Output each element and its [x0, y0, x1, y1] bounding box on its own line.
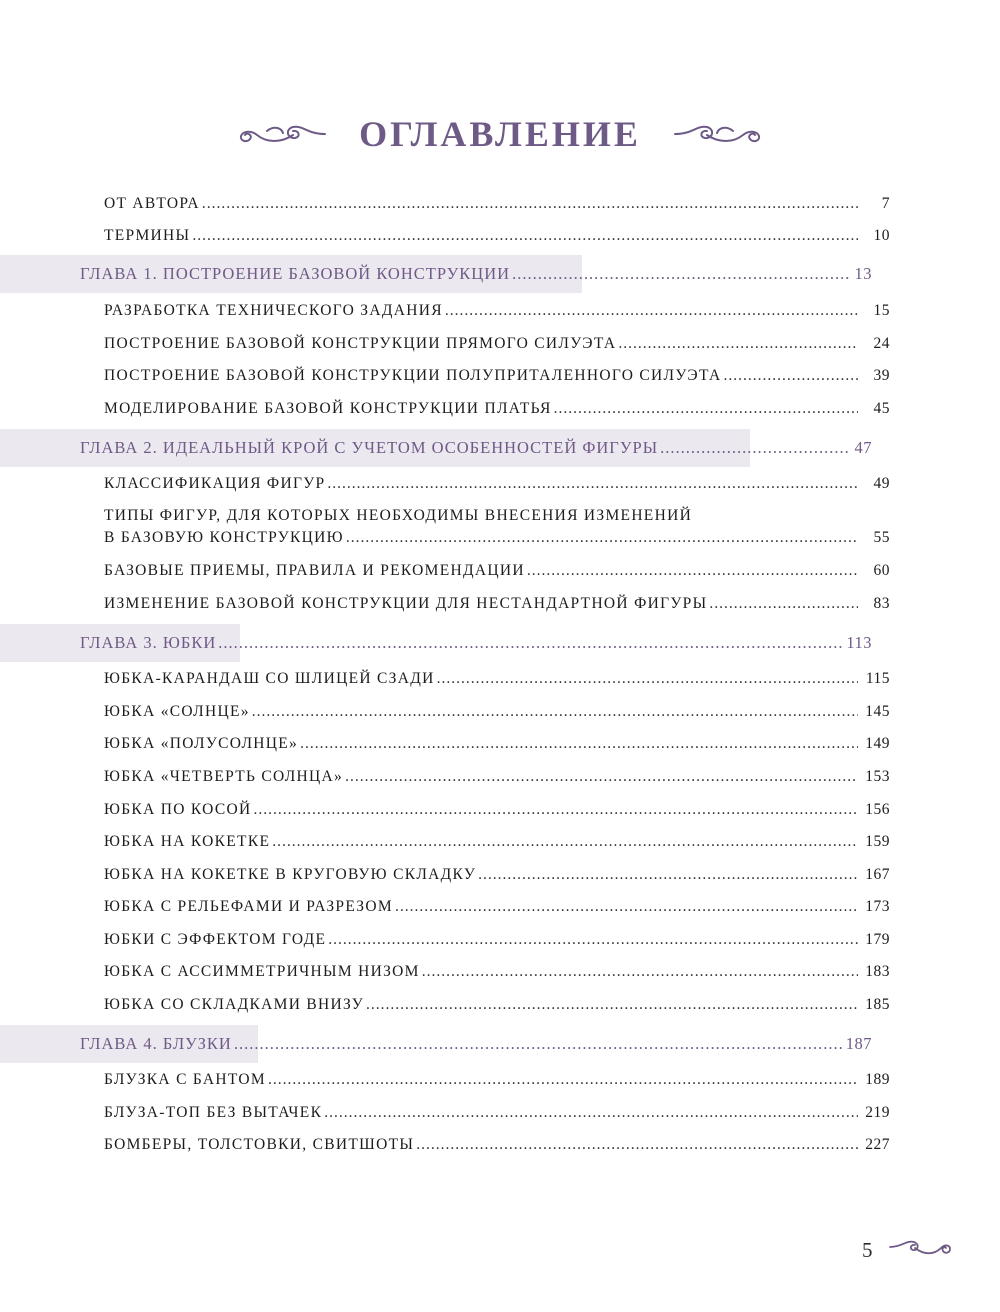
- dot-leader: [327, 475, 858, 493]
- toc-entry-label: КЛАССИФИКАЦИЯ ФИГУР: [104, 475, 326, 492]
- toc-entry-label: ГЛАВА 3. ЮБКИ: [80, 633, 217, 652]
- toc-entry-label: ЮБКА «ПОЛУСОЛНЦЕ»: [104, 735, 299, 752]
- toc-entry-label: БОМБЕРЫ, ТОЛСТОВКИ, СВИТШОТЫ: [104, 1136, 415, 1153]
- toc-entry-label: ГЛАВА 2. ИДЕАЛЬНЫЙ КРОЙ С УЧЕТОМ ОСОБЕННОСТЕЙ ФИГУРЫ: [80, 438, 659, 457]
- dot-leader: [437, 670, 858, 688]
- footer-flourish-icon: [888, 1236, 952, 1258]
- toc-entry-page: 13: [854, 264, 872, 283]
- dot-leader: [445, 302, 858, 320]
- toc-entry-page: 153: [865, 768, 890, 785]
- toc-entry-label: ЮБКИ С ЭФФЕКТОМ ГОДЕ: [104, 931, 327, 948]
- toc-entry-page: 7: [881, 195, 890, 212]
- dot-leader: [618, 335, 858, 353]
- dot-leader: [554, 400, 858, 418]
- dot-leader: [478, 866, 858, 884]
- dot-leader: [234, 1034, 844, 1054]
- toc-entry-label: ПОСТРОЕНИЕ БАЗОВОЙ КОНСТРУКЦИИ ПОЛУПРИТАЛЕННОГО СИЛУЭТА: [104, 367, 722, 384]
- toc-entry-label: ГЛАВА 4. БЛУЗКИ: [80, 1034, 232, 1053]
- toc-entry-page: 167: [865, 866, 890, 883]
- toc-entry-page: 113: [846, 633, 872, 652]
- toc-entry-page: 55: [873, 529, 890, 546]
- toc-entry-page: 10: [873, 227, 890, 244]
- dot-leader: [395, 898, 858, 916]
- dot-leader: [268, 1071, 858, 1089]
- dot-leader: [346, 529, 858, 547]
- toc-entry-label: ЮБКА ПО КОСОЙ: [104, 801, 252, 818]
- toc-entry-page: 185: [865, 996, 890, 1013]
- dot-leader: [527, 562, 858, 580]
- toc-entry-page: 183: [865, 963, 890, 980]
- toc-entry-page: 219: [865, 1104, 890, 1121]
- dot-leader: [272, 833, 858, 851]
- toc-entry-page: 187: [845, 1034, 872, 1053]
- toc-entry-label: ОТ АВТОРА: [104, 195, 200, 212]
- flourish-right-icon: [671, 121, 763, 147]
- toc-entry-label: ТЕРМИНЫ: [104, 227, 191, 244]
- dot-leader: [660, 438, 850, 458]
- toc-entry-page: 173: [865, 898, 890, 915]
- dot-leader: [512, 264, 850, 284]
- toc-entry-label: ГЛАВА 1. ПОСТРОЕНИЕ БАЗОВОЙ КОНСТРУКЦИИ: [80, 264, 511, 283]
- toc-entry-label: ПОСТРОЕНИЕ БАЗОВОЙ КОНСТРУКЦИИ ПРЯМОГО СИЛУЭТА: [104, 335, 617, 352]
- toc-entry-label: ЮБКА НА КОКЕТКЕ: [104, 833, 271, 850]
- toc-entry-label: ЮБКА «ЧЕТВЕРТЬ СОЛНЦА»: [104, 768, 344, 785]
- toc-entry-label: БЛУЗКА С БАНТОМ: [104, 1071, 267, 1088]
- dot-leader: [422, 963, 858, 981]
- dot-leader: [366, 996, 858, 1014]
- page-title: ОГЛАВЛЕНИЕ: [359, 114, 641, 154]
- toc-entry-page: 49: [873, 475, 890, 492]
- toc-entry-page: 156: [865, 801, 890, 818]
- toc-entry-page: 24: [873, 335, 890, 352]
- toc-entry-label: ЮБКА НА КОКЕТКЕ В КРУГОВУЮ СКЛАДКУ: [104, 866, 477, 883]
- toc-entry-page: 149: [865, 735, 890, 752]
- toc-entry-page: 145: [865, 703, 890, 720]
- toc-entry-page: 159: [865, 833, 890, 850]
- toc-entry-page: 15: [873, 302, 890, 319]
- dot-leader: [416, 1136, 858, 1154]
- toc-entry-label-line1: ТИПЫ ФИГУР, ДЛЯ КОТОРЫХ НЕОБХОДИМЫ ВНЕСЕНИЯ ИЗМЕНЕНИЙ: [104, 507, 693, 524]
- toc-entry-page: 189: [865, 1071, 890, 1088]
- toc-entry-page: 60: [873, 562, 890, 579]
- toc-entry-label: ЮБКА С РЕЛЬЕФАМИ И РАЗРЕЗОМ: [104, 898, 393, 915]
- toc-entry-label: РАЗРАБОТКА ТЕХНИЧЕСКОГО ЗАДАНИЯ: [104, 302, 443, 319]
- toc-entry-page: 47: [854, 438, 872, 457]
- toc-entry-page: 45: [873, 400, 890, 417]
- toc-entry-page: 179: [865, 931, 890, 948]
- toc-entry-label: БЛУЗА-ТОП БЕЗ ВЫТАЧЕК: [104, 1104, 323, 1121]
- toc-entry-label: ИЗМЕНЕНИЕ БАЗОВОЙ КОНСТРУКЦИИ ДЛЯ НЕСТАНДАРТНОЙ ФИГУРЫ: [104, 595, 708, 612]
- dot-leader: [252, 703, 858, 721]
- dot-leader: [345, 768, 858, 786]
- toc-entry-label: ЮБКА-КАРАНДАШ СО ШЛИЦЕЙ СЗАДИ: [104, 670, 435, 687]
- toc-entry-label: БАЗОВЫЕ ПРИЕМЫ, ПРАВИЛА И РЕКОМЕНДАЦИИ: [104, 562, 525, 579]
- toc-entry-page: 115: [865, 670, 890, 687]
- toc-entry-label: МОДЕЛИРОВАНИЕ БАЗОВОЙ КОНСТРУКЦИИ ПЛАТЬЯ: [104, 400, 552, 417]
- dot-leader: [324, 1104, 858, 1122]
- dot-leader: [723, 367, 858, 385]
- toc-entry-page: 39: [873, 367, 890, 384]
- toc-entry-label: В БАЗОВУЮ КОНСТРУКЦИЮ: [104, 529, 344, 546]
- dot-leader: [709, 595, 858, 613]
- dot-leader: [328, 931, 858, 949]
- flourish-left-icon: [237, 121, 329, 147]
- toc-entry-page: 227: [865, 1136, 890, 1153]
- toc-entry-label: ЮБКА СО СКЛАДКАМИ ВНИЗУ: [104, 996, 364, 1013]
- toc-heading: [0, 108, 1000, 160]
- dot-leader: [300, 735, 858, 753]
- dot-leader: [218, 633, 844, 653]
- page-number: 5: [862, 1238, 873, 1262]
- dot-leader: [253, 801, 858, 819]
- toc-entry-page: 83: [873, 595, 890, 612]
- dot-leader: [202, 195, 858, 213]
- toc-entry-label: ЮБКА С АССИММЕТРИЧНЫМ НИЗОМ: [104, 963, 420, 980]
- dot-leader: [192, 227, 858, 245]
- toc-entry-label: ЮБКА «СОЛНЦЕ»: [104, 703, 250, 720]
